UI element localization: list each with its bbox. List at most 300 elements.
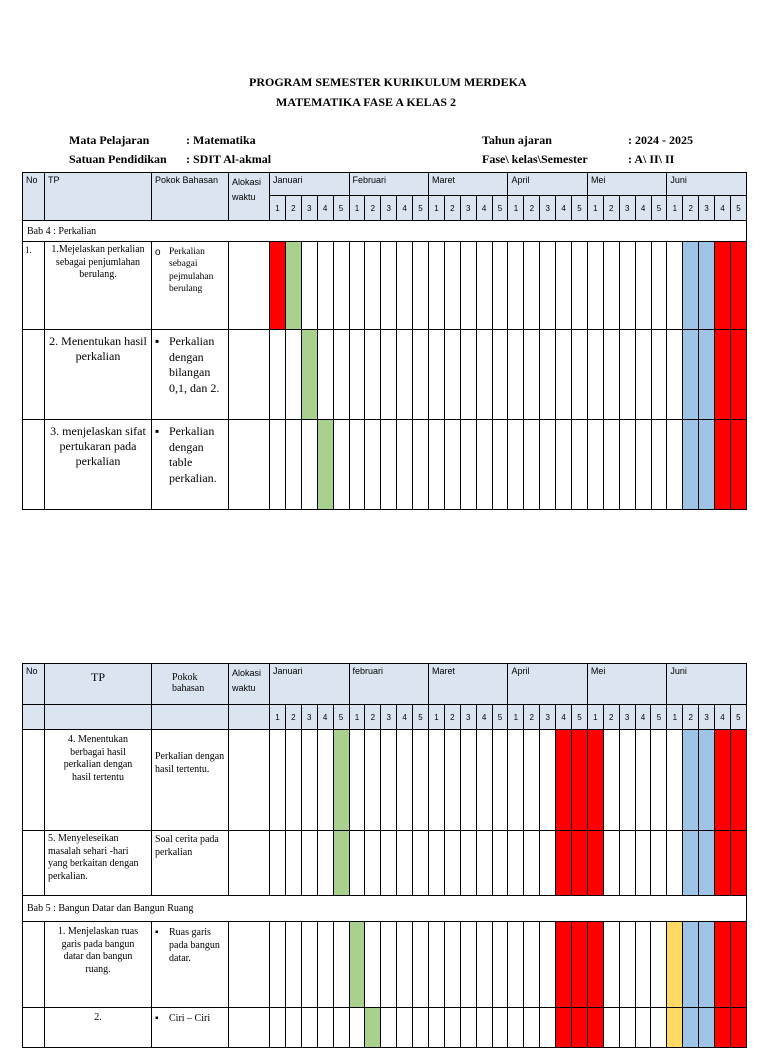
week-slot (492, 420, 508, 510)
table-row (23, 330, 747, 420)
week-slot (349, 730, 365, 831)
week-slot (587, 922, 603, 1008)
week-slot (730, 831, 746, 896)
week-slot (572, 730, 588, 831)
week-slot (508, 1008, 524, 1048)
table-row (23, 730, 747, 831)
col-header-alokasi-waktu: Alokasi waktu (229, 173, 270, 221)
week-slot (285, 831, 301, 896)
week-slot (508, 922, 524, 1008)
week-number: 3 (381, 705, 397, 730)
week-slot (444, 730, 460, 831)
week-slot (349, 1008, 365, 1048)
satuan-value: : SDIT Al-akmal (186, 152, 272, 166)
bullet-icon: ▪ (155, 927, 159, 938)
month-header: Maret (428, 664, 507, 705)
week-slot (285, 922, 301, 1008)
week-number: 3 (699, 705, 715, 730)
month-header: februari (349, 664, 428, 705)
week-number: 2 (444, 705, 460, 730)
week-number: 4 (556, 196, 572, 221)
week-slot (699, 1008, 715, 1048)
week-number: 5 (333, 705, 349, 730)
alokasi-cell (229, 242, 270, 330)
week-number: 4 (635, 705, 651, 730)
chapter-row: Bab 4 : Perkalian (23, 221, 747, 242)
week-slot (317, 730, 333, 831)
week-slot (476, 420, 492, 510)
week-number: 2 (603, 705, 619, 730)
week-number: 4 (476, 705, 492, 730)
week-slot (492, 1008, 508, 1048)
week-slot (619, 922, 635, 1008)
week-number: 4 (476, 196, 492, 221)
week-slot (381, 330, 397, 420)
month-header: Juni (667, 664, 746, 705)
week-number: 3 (381, 196, 397, 221)
week-number: 5 (333, 196, 349, 221)
info-fase-kelas-semester (482, 152, 742, 168)
header-blank-cell (23, 705, 45, 730)
week-number: 3 (301, 196, 317, 221)
week-slot (651, 420, 667, 510)
week-slot (365, 831, 381, 896)
week-slot (333, 1008, 349, 1048)
week-slot (365, 330, 381, 420)
week-slot (715, 242, 731, 330)
week-number: 1 (429, 196, 445, 221)
month-header: April (508, 173, 587, 196)
week-slot (428, 730, 444, 831)
week-slot (715, 1008, 731, 1048)
week-number: 2 (524, 705, 540, 730)
week-slot (349, 420, 365, 510)
tp-cell: 2. Menentukan hasil perkalian (45, 330, 152, 420)
week-slot (699, 730, 715, 831)
week-slot (715, 420, 731, 510)
week-slot (572, 330, 588, 420)
week-slot (730, 922, 746, 1008)
week-slot (460, 730, 476, 831)
table-row (23, 922, 747, 1008)
week-slot (556, 420, 572, 510)
week-slot (317, 922, 333, 1008)
week-slot (429, 242, 445, 330)
tp-cell: 1.Mejelaskan perkalian sebagai penjumlahan berulang. (45, 242, 152, 330)
tp-cell: 4. Menentukan berbagai hasil perkalian dengan hasil tertentu (45, 730, 152, 831)
week-slot (730, 242, 746, 330)
week-number: 4 (397, 196, 413, 221)
alokasi-cell (229, 420, 270, 510)
week-slot (651, 330, 667, 420)
week-slot (619, 831, 635, 896)
header-blank-cell (229, 705, 270, 730)
week-slot (508, 242, 524, 330)
week-slot (270, 1008, 286, 1048)
week-slot (635, 730, 651, 831)
week-slot (667, 1008, 683, 1048)
week-slot (333, 922, 349, 1008)
week-slot (317, 330, 333, 420)
week-slot (413, 831, 429, 896)
month-header: Mei (587, 664, 666, 705)
week-slot (270, 330, 286, 420)
week-number: 2 (524, 196, 540, 221)
week-number: 3 (699, 196, 715, 221)
week-number: 1 (508, 196, 524, 221)
week-slot (365, 242, 381, 330)
week-slot (524, 730, 540, 831)
fase-value: : A\ II\ II (628, 152, 675, 166)
week-slot (317, 831, 333, 896)
mapel-value: : Matematika (186, 133, 256, 147)
week-slot (508, 831, 524, 896)
table-row (23, 1008, 747, 1048)
week-slot (683, 242, 699, 330)
row-number: 1. (23, 242, 45, 330)
col-header-no: No (23, 173, 45, 221)
week-slot (603, 1008, 619, 1048)
week-slot (556, 1008, 572, 1048)
week-number: 2 (444, 196, 460, 221)
row-number (23, 922, 45, 1008)
week-slot (413, 1008, 429, 1048)
week-slot (572, 922, 588, 1008)
alokasi-cell (229, 730, 270, 831)
week-slot (508, 730, 524, 831)
week-slot (730, 730, 746, 831)
week-slot (540, 242, 556, 330)
week-slot (556, 730, 572, 831)
week-slot (397, 330, 413, 420)
week-slot (349, 330, 365, 420)
mapel-label: Mata Pelajaran (69, 133, 150, 147)
week-slot (603, 831, 619, 896)
week-slot (667, 831, 683, 896)
week-number: 5 (413, 705, 429, 730)
week-slot (540, 1008, 556, 1048)
week-slot (365, 730, 381, 831)
week-slot (730, 330, 746, 420)
tp-cell: 2. (45, 1008, 152, 1048)
header-blank-cell (152, 705, 229, 730)
week-number: 2 (683, 705, 699, 730)
week-slot (301, 420, 317, 510)
table-row (23, 831, 747, 896)
col-header-pokok-bahasan: Pokok Bahasan (152, 173, 229, 221)
week-slot (381, 1008, 397, 1048)
week-slot (381, 831, 397, 896)
col-header-tp: TP (45, 173, 152, 221)
month-header: Februari (349, 173, 429, 196)
week-slot (365, 922, 381, 1008)
week-slot (429, 420, 445, 510)
week-slot (428, 1008, 444, 1048)
month-header: Januari (270, 173, 350, 196)
week-slot (524, 330, 540, 420)
week-number: 5 (492, 196, 508, 221)
week-slot (556, 242, 572, 330)
week-slot (428, 922, 444, 1008)
week-slot (556, 831, 572, 896)
week-slot (476, 1008, 492, 1048)
week-number: 1 (587, 196, 603, 221)
week-number: 5 (651, 196, 667, 221)
month-header: Maret (429, 173, 508, 196)
week-slot (460, 1008, 476, 1048)
week-slot (683, 330, 699, 420)
week-slot (683, 831, 699, 896)
week-slot (397, 831, 413, 896)
week-slot (365, 420, 381, 510)
pokok-bahasan-cell: ▪ Perkalian dengan bilangan 0,1, dan 2. (152, 330, 229, 420)
week-number: 5 (572, 705, 588, 730)
col-header-pokok-bahasan: Pokok bahasan (152, 664, 229, 705)
week-number: 3 (460, 705, 476, 730)
info-mata-pelajaran (69, 133, 369, 149)
week-slot (651, 730, 667, 831)
col-header-tp: TP (45, 664, 152, 705)
week-slot (381, 730, 397, 831)
row-number (23, 730, 45, 831)
week-number: 2 (365, 196, 381, 221)
week-number: 2 (603, 196, 619, 221)
week-number: 3 (540, 196, 556, 221)
week-slot (381, 922, 397, 1008)
week-slot (301, 330, 317, 420)
week-slot (699, 831, 715, 896)
week-slot (476, 242, 492, 330)
week-slot (508, 330, 524, 420)
week-slot (397, 420, 413, 510)
week-number: 1 (667, 196, 683, 221)
week-slot (587, 1008, 603, 1048)
week-slot (301, 242, 317, 330)
week-slot (715, 730, 731, 831)
week-slot (603, 420, 619, 510)
week-slot (540, 420, 556, 510)
week-number: 4 (556, 705, 572, 730)
week-slot (635, 922, 651, 1008)
week-slot (460, 922, 476, 1008)
week-slot (460, 420, 476, 510)
week-slot (317, 1008, 333, 1048)
row-number (23, 330, 45, 420)
week-slot (587, 330, 603, 420)
week-number: 5 (730, 705, 746, 730)
week-number: 4 (715, 705, 731, 730)
week-slot (508, 420, 524, 510)
week-slot (397, 922, 413, 1008)
week-number: 3 (460, 196, 476, 221)
week-slot (444, 420, 460, 510)
week-slot (413, 330, 429, 420)
tp-cell: 3. menjelaskan sifat pertukaran pada perkalian (45, 420, 152, 510)
tp-cell: 5. Menyeleseikan masalah sehari -hari yang berkaitan dengan perkalian. (45, 831, 152, 896)
week-slot (301, 730, 317, 831)
week-slot (476, 922, 492, 1008)
alokasi-cell (229, 330, 270, 420)
week-slot (730, 420, 746, 510)
doc-subtitle: MATEMATIKA FASE A KELAS 2 (276, 95, 457, 109)
tp-cell: 1. Menjelaskan ruas garis pada bangun datar dan bangun ruang. (45, 922, 152, 1008)
week-slot (492, 242, 508, 330)
week-number: 4 (397, 705, 413, 730)
week-slot (524, 420, 540, 510)
week-slot (285, 242, 301, 330)
pokok-bahasan-cell: Perkalian dengan hasil tertentu. (152, 730, 229, 831)
doc-title: PROGRAM SEMESTER KURIKULUM MERDEKA (249, 75, 527, 89)
week-slot (460, 330, 476, 420)
week-slot (413, 420, 429, 510)
week-slot (683, 922, 699, 1008)
week-slot (619, 330, 635, 420)
week-slot (381, 420, 397, 510)
week-slot (270, 922, 286, 1008)
week-slot (397, 1008, 413, 1048)
week-slot (524, 831, 540, 896)
week-slot (524, 922, 540, 1008)
week-slot (619, 420, 635, 510)
week-slot (397, 730, 413, 831)
week-slot (715, 330, 731, 420)
week-slot (572, 242, 588, 330)
week-slot (699, 242, 715, 330)
week-number: 1 (349, 196, 365, 221)
week-number: 5 (413, 196, 429, 221)
week-slot (476, 330, 492, 420)
week-slot (397, 242, 413, 330)
week-slot (301, 831, 317, 896)
week-slot (587, 242, 603, 330)
week-number: 5 (572, 196, 588, 221)
week-number: 4 (715, 196, 731, 221)
pokok-bahasan-cell: o Perkalian sebagai pejmulahan berulang (152, 242, 229, 330)
week-number: 2 (365, 705, 381, 730)
month-header: April (508, 664, 587, 705)
week-slot (651, 831, 667, 896)
tahun-label: Tahun ajaran (482, 133, 552, 147)
week-number: 1 (270, 196, 286, 221)
week-slot (301, 922, 317, 1008)
week-slot (619, 730, 635, 831)
program-table-2 (22, 663, 747, 1048)
week-number: 2 (285, 705, 301, 730)
week-slot (540, 922, 556, 1008)
week-slot (476, 730, 492, 831)
week-slot (651, 242, 667, 330)
week-slot (556, 922, 572, 1008)
week-slot (429, 330, 445, 420)
row-number (23, 1008, 45, 1048)
week-slot (524, 242, 540, 330)
week-slot (381, 242, 397, 330)
week-slot (460, 242, 476, 330)
col-header-no: No (23, 664, 45, 705)
month-header: Mei (587, 173, 666, 196)
week-slot (715, 922, 731, 1008)
week-slot (333, 831, 349, 896)
week-slot (667, 330, 683, 420)
bullet-icon: o (155, 247, 161, 258)
week-slot (730, 1008, 746, 1048)
program-table-1 (22, 172, 747, 510)
week-slot (285, 330, 301, 420)
week-number: 1 (667, 705, 683, 730)
alokasi-cell (229, 922, 270, 1008)
week-slot (587, 730, 603, 831)
month-header: Januari (270, 664, 350, 705)
week-slot (683, 1008, 699, 1048)
week-number: 1 (270, 705, 286, 730)
week-slot (444, 922, 460, 1008)
week-slot (587, 831, 603, 896)
col-header-alokasi-waktu: Alokasi waktu (229, 664, 270, 705)
week-slot (333, 330, 349, 420)
week-slot (667, 242, 683, 330)
week-number: 1 (428, 705, 444, 730)
week-number: 3 (619, 705, 635, 730)
week-slot (285, 1008, 301, 1048)
satuan-label: Satuan Pendidikan (69, 152, 167, 166)
row-number (23, 420, 45, 510)
week-slot (540, 831, 556, 896)
week-slot (667, 922, 683, 1008)
week-slot (492, 831, 508, 896)
info-tahun-ajaran (482, 133, 742, 149)
week-slot (317, 242, 333, 330)
week-slot (333, 242, 349, 330)
chapter-row: Bab 5 : Bangun Datar dan Bangun Ruang (23, 896, 747, 922)
week-slot (683, 420, 699, 510)
week-slot (349, 922, 365, 1008)
week-slot (699, 420, 715, 510)
week-slot (492, 730, 508, 831)
week-number: 5 (651, 705, 667, 730)
week-number: 1 (587, 705, 603, 730)
week-slot (349, 831, 365, 896)
week-slot (285, 420, 301, 510)
pokok-bahasan-cell: ▪ Perkalian dengan table perkalian. (152, 420, 229, 510)
header-blank-cell (45, 705, 152, 730)
fase-label: Fase\ kelas\Semester (482, 152, 588, 166)
week-slot (651, 1008, 667, 1048)
bullet-icon: ▪ (155, 1013, 159, 1024)
week-slot (413, 922, 429, 1008)
week-slot (444, 1008, 460, 1048)
week-slot (699, 922, 715, 1008)
week-slot (603, 330, 619, 420)
pokok-bahasan-cell: Soal cerita pada perkalian (152, 831, 229, 896)
week-slot (572, 1008, 588, 1048)
week-slot (540, 730, 556, 831)
week-number: 3 (301, 705, 317, 730)
week-slot (270, 420, 286, 510)
week-slot (444, 242, 460, 330)
week-slot (413, 242, 429, 330)
week-slot (572, 831, 588, 896)
pokok-bahasan-cell: ▪ Ruas garis pada bangun datar. (152, 922, 229, 1008)
tahun-value: : 2024 - 2025 (628, 133, 693, 147)
week-slot (428, 831, 444, 896)
week-slot (603, 242, 619, 330)
row-number (23, 831, 45, 896)
week-slot (349, 242, 365, 330)
week-number: 4 (317, 705, 333, 730)
week-slot (635, 420, 651, 510)
week-slot (715, 831, 731, 896)
week-slot (619, 1008, 635, 1048)
